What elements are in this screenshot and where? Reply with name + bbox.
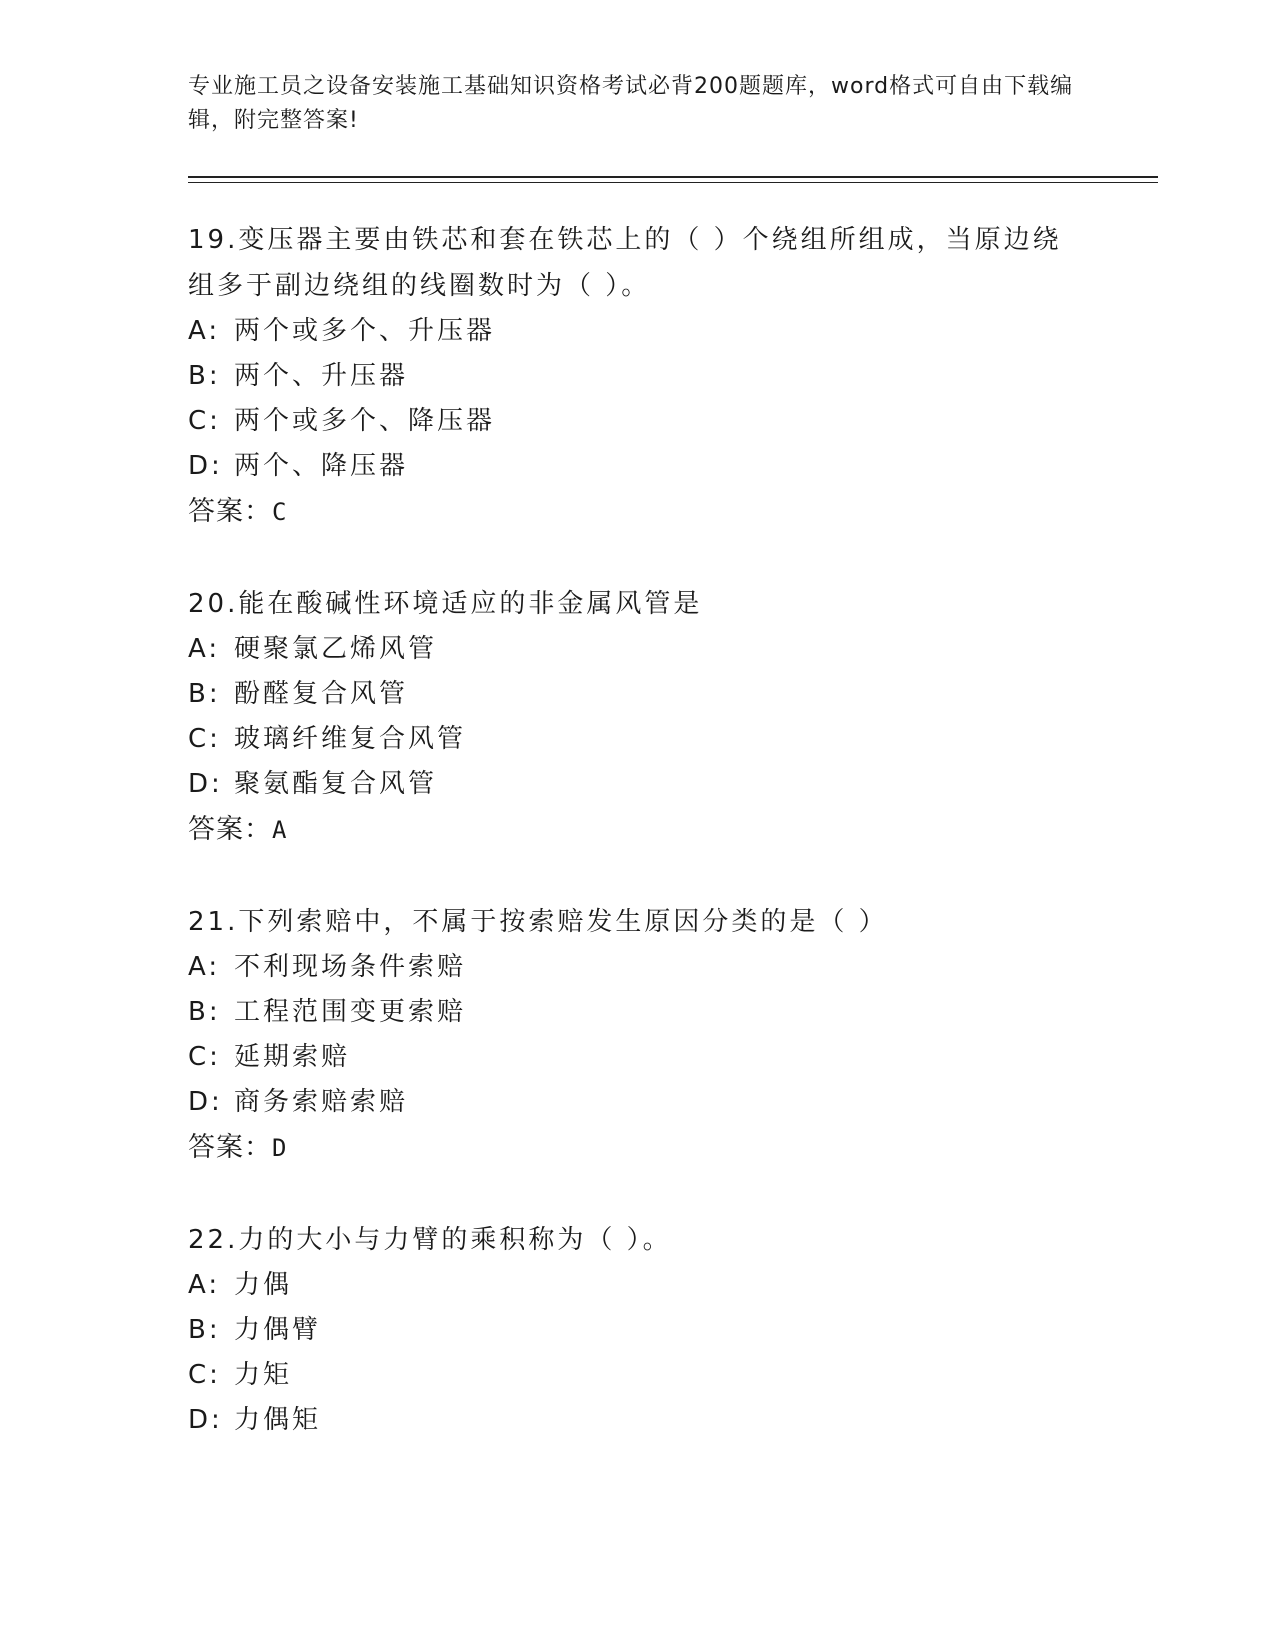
option-text: 商务索赔索赔 (234, 1087, 409, 1117)
option-text: 两个或多个、降压器 (234, 406, 496, 436)
option-letter: B: (188, 361, 221, 391)
option-letter: B: (188, 679, 221, 709)
option-text: 两个、升压器 (234, 361, 409, 391)
option-d (188, 1080, 1158, 1125)
option-text: 力偶臂 (234, 1315, 322, 1345)
option-letter: B: (188, 1315, 221, 1345)
question-21 (188, 899, 1158, 1171)
answer-value: C (272, 498, 288, 526)
option-list (188, 627, 1158, 807)
option-letter: D: (188, 1087, 223, 1117)
option-letter: D: (188, 769, 223, 799)
option-letter: C: (188, 724, 221, 754)
option-c (188, 399, 1158, 444)
question-20 (188, 581, 1158, 853)
question-stem: 22.力的大小与力臂的乘积称为（ ）。 (188, 1225, 672, 1255)
option-letter: A: (188, 952, 221, 982)
option-text: 两个、降压器 (234, 451, 409, 481)
answer-label: 答案： (188, 496, 272, 527)
option-a (188, 945, 1158, 990)
question-stem: 21.下列索赔中，不属于按索赔发生原因分类的是（ ） (188, 907, 888, 937)
option-c (188, 1035, 1158, 1080)
option-text: 延期索赔 (234, 1042, 351, 1072)
option-list (188, 309, 1158, 489)
document-page (188, 70, 1158, 1489)
answer-line (188, 1125, 1158, 1171)
option-a (188, 1263, 1158, 1308)
option-a (188, 627, 1158, 672)
option-text: 玻璃纤维复合风管 (234, 724, 467, 754)
option-c (188, 717, 1158, 762)
option-letter: A: (188, 1270, 221, 1300)
option-text: 不利现场条件索赔 (234, 952, 467, 982)
document-header: 专业施工员之设备安装施工基础知识资格考试必背200题题库，word格式可自由下载编辑，附完整答案! (188, 74, 1074, 133)
option-b (188, 1308, 1158, 1353)
question-stem: 20.能在酸碱性环境适应的非金属风管是 (188, 589, 703, 619)
option-letter: A: (188, 634, 221, 664)
option-letter: B: (188, 997, 221, 1027)
option-letter: C: (188, 1360, 221, 1390)
question-19 (188, 217, 1158, 535)
option-b (188, 354, 1158, 399)
question-22 (188, 1217, 1158, 1443)
answer-line (188, 807, 1158, 853)
answer-value: D (272, 1134, 288, 1162)
option-letter: D: (188, 1405, 223, 1435)
option-text: 聚氨酯复合风管 (234, 769, 438, 799)
question-list (188, 217, 1158, 1443)
question-stem: 19.变压器主要由铁芯和套在铁芯上的（ ）个绕组所组成，当原边绕组多于副边绕组的线圈数时为（ ）。 (188, 225, 1062, 301)
answer-label: 答案： (188, 1132, 272, 1163)
option-d (188, 1398, 1158, 1443)
option-letter: A: (188, 316, 221, 346)
option-b (188, 672, 1158, 717)
option-text: 力偶 (234, 1270, 293, 1300)
option-list (188, 1263, 1158, 1443)
option-d (188, 444, 1158, 489)
option-c (188, 1353, 1158, 1398)
option-b (188, 990, 1158, 1035)
option-d (188, 762, 1158, 807)
option-letter: C: (188, 406, 221, 436)
option-letter: C: (188, 1042, 221, 1072)
option-text: 工程范围变更索赔 (234, 997, 467, 1027)
option-text: 两个或多个、升压器 (234, 316, 496, 346)
header-divider (188, 176, 1158, 183)
option-text: 硬聚氯乙烯风管 (234, 634, 438, 664)
option-a (188, 309, 1158, 354)
option-text: 力偶矩 (234, 1405, 322, 1435)
answer-label: 答案： (188, 814, 272, 845)
answer-value: A (272, 816, 288, 844)
option-list (188, 945, 1158, 1125)
answer-line (188, 489, 1158, 535)
option-letter: D: (188, 451, 223, 481)
option-text: 力矩 (234, 1360, 293, 1390)
option-text: 酚醛复合风管 (234, 679, 409, 709)
